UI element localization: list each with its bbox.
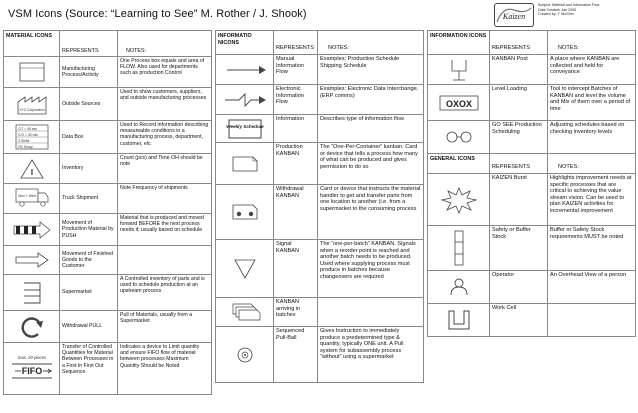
material-header-notes: NOTES: (118, 31, 212, 57)
supermarket-icon (4, 275, 60, 311)
kaizen-burst-icon (428, 174, 490, 226)
notes-cell: The “one-per-batch” KANBAN. Signals when a reorder point is reached and another batch needs to be produced. Used where supplying process must produce in batches because changeovers are required (318, 240, 424, 298)
represents-cell: Production KANBAN (274, 143, 318, 185)
kaizen-logo (494, 3, 534, 27)
table-row (216, 85, 424, 115)
represents-cell: Withdrawal PULL (60, 311, 118, 343)
load-leveling-label: OXOX (445, 98, 472, 109)
finished-goods-arrow-icon (4, 246, 60, 275)
table-header-row (428, 31, 636, 55)
logo-text: Kaizen (502, 12, 526, 21)
information2-header-notes: NOTES: (548, 31, 636, 55)
notes-cell: A place where KANBAN are collected and held for conveyance (548, 55, 636, 85)
notes-cell: Count (pcs) and Time OH should be note (118, 154, 212, 184)
table-row (4, 275, 212, 311)
information-general-icons-table (427, 30, 636, 337)
notes-cell (318, 298, 424, 327)
page-title: VSM Icons (Source: “Learning to See” M. Rother / J. Shook) (8, 8, 307, 20)
information-icon (216, 115, 274, 143)
table-row (4, 184, 212, 214)
notes-cell: Tool to intercept Batches of KANBAN and level the volume and Mix of them over a period of time (548, 85, 636, 121)
data-box-line: 2% Scrap (17, 145, 33, 149)
represents-cell: Signal KANBAN (274, 240, 318, 298)
information2-header-represents: REPRESENTS (490, 31, 548, 55)
outside-sources-label: XYZ Corporation (18, 108, 45, 112)
represents-cell: Transfer of Controlled Quantities for Material Between Processes in a First In First Out Sequence (60, 343, 118, 395)
table-row (428, 85, 636, 121)
notes-cell: Gives Instruction to immediately produce a predetermined type & quantity, typically ONE unit. A Pull system for subassembly process “without” using a supermarket (318, 327, 424, 383)
notes-cell: An Overhead View of a person (548, 271, 636, 304)
information-icons-table (215, 30, 424, 383)
information2-header-icons: INFORMATION ICONS (428, 31, 490, 55)
material-header-represents: REPRESENTS (60, 31, 118, 57)
truck-label: Mon + Wed (17, 193, 36, 198)
table-row (4, 57, 212, 88)
table-row (428, 271, 636, 304)
table-row (4, 246, 212, 275)
represents-cell: Manufacturing Process/Activity (60, 57, 118, 88)
notes-cell: Adjusting schedules based on checking inventory levels (548, 121, 636, 154)
table-row (216, 327, 424, 383)
notes-cell: Used to show customers, suppliers, and outside manufacturing processes (118, 88, 212, 121)
table-row (216, 55, 424, 85)
go-see-scheduling-icon (428, 121, 490, 154)
data-box-line: C/O = 30 min (17, 133, 38, 137)
table-row (428, 304, 636, 337)
represents-cell: GO SEE Production Scheduling (490, 121, 548, 154)
represents-cell: Movement of Production Material by PUSH (60, 214, 118, 246)
notes-cell: Describes type of information flow (318, 115, 424, 143)
fifo-text: FIFO (21, 365, 42, 376)
material-header-icons: MATERIAL ICONS (4, 31, 60, 57)
table-row (216, 298, 424, 327)
notes-cell: Examples: Production Schedule Shipping Schedule (318, 55, 424, 85)
represents-cell: KAIZEN Burst (490, 174, 548, 226)
table-header-row (4, 31, 212, 57)
represents-cell: Work Cell (490, 304, 548, 337)
table-row (4, 343, 212, 395)
work-cell-icon (428, 304, 490, 337)
meta-date: Date Created: Jan 2005 (538, 7, 577, 12)
data-box-line: C/T = 45 sec (17, 127, 37, 131)
table-header-row (428, 154, 636, 174)
kanban-in-batches-icon (216, 298, 274, 327)
represents-cell: Level Loading (490, 85, 548, 121)
truck-shipment-icon (4, 184, 60, 214)
table-row (4, 311, 212, 343)
table-row (216, 143, 424, 185)
information-header-represents: REPRESENTS (274, 31, 318, 55)
represents-cell: Supermarket (60, 275, 118, 311)
represents-cell: Safety or Buffer Stock (490, 226, 548, 271)
represents-cell: KANBAN Post (490, 55, 548, 85)
represents-cell: Information (274, 115, 318, 143)
represents-cell: Electronic Information Flow (274, 85, 318, 115)
notes-cell: Indicates a device to Limit quantity and ensure FIFO flow of material between processes Maximum Quantity Should be Noted (118, 343, 212, 395)
table-row (428, 121, 636, 154)
notes-cell: Buffer or Safety Stock requirements MUST be noted (548, 226, 636, 271)
inventory-label: I (30, 167, 33, 177)
withdrawal-pull-icon (4, 311, 60, 343)
notes-cell (548, 304, 636, 337)
load-leveling-icon (428, 85, 490, 121)
table-row (4, 121, 212, 154)
notes-cell: Material that is produced and moved forward BEFORE the next process needs it; usually based on schedule (118, 214, 212, 246)
kanban-post-icon (428, 55, 490, 85)
data-box-line: 3 Shifts (17, 139, 29, 143)
notes-cell: Examples: Electronic Data Interchange, (ERP comms) (318, 85, 424, 115)
table-row (4, 88, 212, 121)
push-arrow-icon (4, 214, 60, 246)
notes-cell: One Process box equals and area of FLOW. Also used for departments such as production Control (118, 57, 212, 88)
material-icons-table (3, 30, 212, 395)
outside-sources-icon (4, 88, 60, 121)
represents-cell: Outside Sources (60, 88, 118, 121)
represents-cell: Manual Information Flow (274, 55, 318, 85)
sequenced-pull-ball-icon (216, 327, 274, 383)
table-row (216, 185, 424, 240)
meta-author: Created by: T. McGinn (538, 12, 574, 17)
operator-icon (428, 271, 490, 304)
notes-cell: Card or device that instructs the material handler to get and transfer parts from one location to another (i.e. from a supermarket to the consuming process (318, 185, 424, 240)
notes-cell: Highlights improvement needs at specific processes that are critical to achieving the value stream vision. Can be used to plan KAIZEN activities for incremental improvement (548, 174, 636, 226)
signal-kanban-icon (216, 240, 274, 298)
meta-subject: Subject: Material and Information Flow (538, 3, 600, 7)
table-row (216, 115, 424, 143)
notes-cell: Note Frequency of shipments (118, 184, 212, 214)
manufacturing-process-icon (4, 57, 60, 88)
notes-cell: Used to Record information describing measureable conditions in a manufacturing process, department, customer, etc (118, 121, 212, 154)
fifo-lane-icon (4, 343, 60, 395)
general-header-represents: REPRESENTS (490, 154, 548, 174)
document-meta (538, 3, 599, 17)
manual-info-flow-icon (216, 55, 274, 85)
table-row (428, 174, 636, 226)
table-row (428, 226, 636, 271)
represents-cell: Withdrawal KANBAN (274, 185, 318, 240)
notes-cell: A Controlled inventory of parts and is used to schedule production at an upstream process (118, 275, 212, 311)
represents-cell: Inventory (60, 154, 118, 184)
withdrawal-kanban-icon (216, 185, 274, 240)
notes-cell: The “One-Per-Container” kanban. Card or device that tells a process how many of what can be produced and gives permission to do so (318, 143, 424, 185)
notes-cell: Pull of Materials, usually from a Supermarket (118, 311, 212, 343)
safety-buffer-icon (428, 226, 490, 271)
information-header-notes: NOTES: (318, 31, 424, 55)
production-kanban-icon (216, 143, 274, 185)
data-box-icon (4, 121, 60, 154)
represents-cell: Truck Shipment (60, 184, 118, 214)
represents-cell: Data Box (60, 121, 118, 154)
general-header-icons: GENERAL ICONS (428, 154, 490, 174)
represents-cell: Sequenced Pull-Ball (274, 327, 318, 383)
table-row (216, 240, 424, 298)
represents-cell: KANBAN arriving in batches (274, 298, 318, 327)
table-row (4, 154, 212, 184)
information-box-label: Weekly Schedule (225, 123, 264, 129)
table-row (428, 55, 636, 85)
inventory-icon (4, 154, 60, 184)
represents-cell: Operator (490, 271, 548, 304)
fifo-max-label: max. 20 pieces (17, 354, 46, 360)
notes-cell (118, 246, 212, 275)
electronic-info-flow-icon (216, 85, 274, 115)
information-header-icons: INFORMATIO NICONS (216, 31, 274, 55)
represents-cell: Movement of Finished Goods to the Customer (60, 246, 118, 275)
table-header-row (216, 31, 424, 55)
table-row (4, 214, 212, 246)
general-header-notes: NOTES: (548, 154, 636, 174)
